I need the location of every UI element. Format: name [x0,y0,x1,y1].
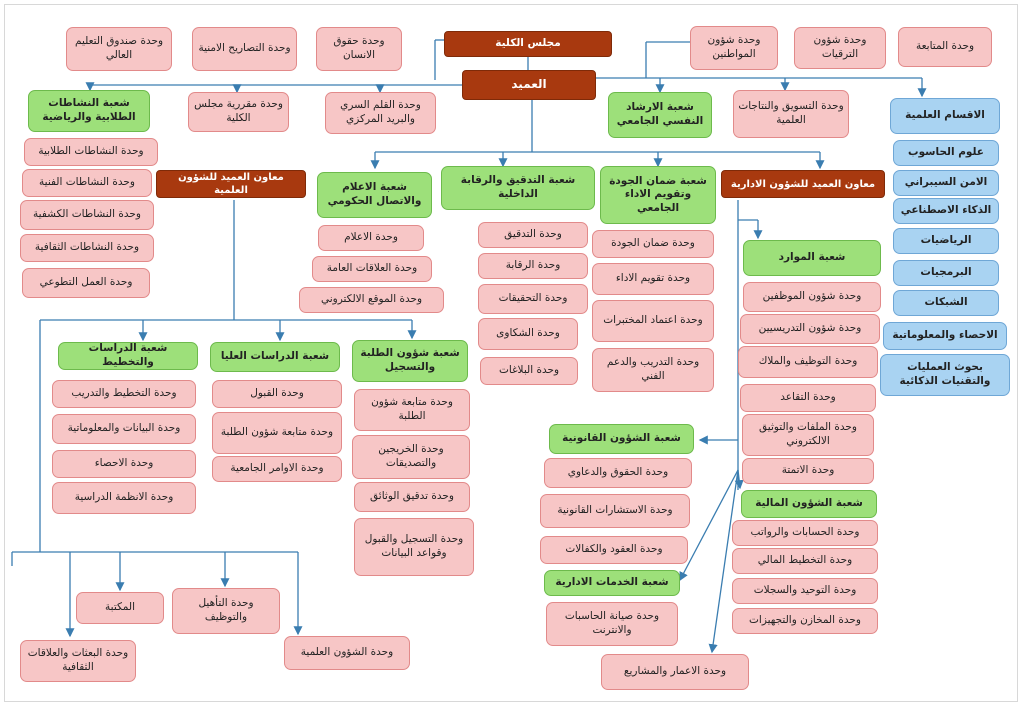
higher-studies-unit-3: وحدة الاوامر الجامعية [212,456,342,482]
higher-studies-unit-2: وحدة متابعة شؤون الطلبة [212,412,342,454]
activity-unit-3: وحدة النشاطات الكشفية [20,200,154,230]
rights-unit: وحدة حقوق الانسان [316,27,402,71]
rehab-unit: وحدة التأهيل والتوظيف [172,588,280,634]
admin-services-branch: شعبة الخدمات الادارية [544,570,680,596]
department-2: الامن السيبراني [893,170,999,196]
resources-branch: شعبة الموارد [743,240,881,276]
security-unit: وحدة التصاريح الامنية [192,27,297,71]
student-affairs-branch: شعبة شؤون الطلبة والتسجيل [352,340,468,382]
media-branch: شعبة الاعلام والاتصال الحكومي [317,172,432,218]
media-unit-1: وحدة الاعلام [318,225,424,251]
quality-unit-1: وحدة ضمان الجودة [592,230,714,258]
finance-branch: شعبة الشؤون المالية [741,490,877,518]
dean-box: العميد [462,70,596,100]
guidance-branch: شعبة الارشاد النفسي الجامعي [608,92,712,138]
activity-unit-2: وحدة النشاطات الفنية [22,169,152,197]
admin-services-unit-1: وحدة صيانة الحاسبات والانترنت [546,602,678,646]
planning-unit-4: وحدة الانظمة الدراسية [52,482,196,514]
audit-unit-4: وحدة الشكاوى [478,318,578,350]
finance-unit-4: وحدة المخازن والتجهيزات [732,608,878,634]
secret-mail-unit: وحدة القلم السري والبريد المركزي [325,92,436,134]
planning-unit-1: وحدة التخطيط والتدريب [52,380,196,408]
quality-branch: شعبة ضمان الجودة وتقويم الاداء الجامعي [600,166,716,224]
marketing-unit: وحدة التسويق والنتاجات العلمية [733,90,849,138]
media-unit-2: وحدة العلاقات العامة [312,256,432,282]
resources-unit-5: وحدة الملفات والتوثيق الالكتروني [742,414,874,456]
department-1: علوم الحاسوب [893,140,999,166]
quality-unit-2: وحدة تقويم الاداء [592,263,714,295]
finance-unit-1: وحدة الحسابات والرواتب [732,520,878,546]
quality-unit-3: وحدة اعتماد المختبرات [592,300,714,342]
promotions-unit: وحدة شؤون الترقيات [794,27,886,69]
finance-unit-2: وحدة التخطيط المالي [732,548,878,574]
activity-unit-5: وحدة العمل التطوعي [22,268,150,298]
quality-unit-4: وحدة التدريب والدعم الفني [592,348,714,392]
department-6: الشبكات [893,290,999,316]
resources-unit-3: وحدة التوظيف والملاك [738,346,878,378]
higher-studies-unit-1: وحدة القبول [212,380,342,408]
student-affairs-unit-4: وحدة التسجيل والقبول وقواعد البيانات [354,518,474,576]
missions-unit: وحدة البعثات والعلاقات الثقافية [20,640,136,682]
sci-affairs-unit: وحدة الشؤون العلمية [284,636,410,670]
resources-unit-1: وحدة شؤون الموظفين [743,282,881,312]
student-affairs-unit-3: وحدة تدقيق الوثائق [354,482,470,512]
planning-unit-2: وحدة البيانات والمعلوماتية [52,414,196,444]
legal-unit-3: وحدة العقود والكفالات [540,536,688,564]
rapporteur-unit: وحدة مقررية مجلس الكلية [188,92,289,132]
audit-unit-5: وحدة البلاغات [480,357,578,385]
legal-unit-1: وحدة الحقوق والدعاوي [544,458,692,488]
followup-unit: وحدة المتابعة [898,27,992,67]
legal-unit-2: وحدة الاستشارات القانونية [540,494,690,528]
resources-unit-6: وحدة الاتمتة [742,458,874,484]
audit-unit-1: وحدة التدقيق [478,222,588,248]
resources-unit-4: وحدة التقاعد [740,384,876,412]
admin-assistant-box: معاون العميد للشؤون الادارية [721,170,885,198]
media-unit-3: وحدة الموقع الالكتروني [299,287,444,313]
department-7: الاحصاء والمعلوماتية [883,322,1007,350]
finance-unit-3: وحدة التوحيد والسجلات [732,578,878,604]
resources-unit-2: وحدة شؤون التدريسيين [740,314,880,344]
department-4: الرياضيات [893,228,999,254]
scientific-assistant-box: معاون العميد للشؤون العلمية [156,170,306,198]
student-activities-branch: شعبة النشاطات الطلابية والرياضية [28,90,150,132]
departments-title: الاقسام العلمية [890,98,1000,134]
construction-unit: وحدة الاعمار والمشاريع [601,654,749,690]
planning-unit-3: وحدة الاحصاء [52,450,196,478]
council-box: مجلس الكلية [444,31,612,57]
fund-unit: وحدة صندوق التعليم العالي [66,27,172,71]
department-5: البرمجيات [893,260,999,286]
library-unit: المكتبة [76,592,164,624]
higher-studies-branch: شعبة الدراسات العليا [210,342,340,372]
audit-unit-3: وحدة التحقيقات [478,284,588,314]
activity-unit-1: وحدة النشاطات الطلابية [24,138,158,166]
activity-unit-4: وحدة النشاطات الثقافية [20,234,154,262]
department-8: بحوث العمليات والتقنيات الذكائية [880,354,1010,396]
department-3: الذكاء الاصطناعي [893,198,999,224]
audit-unit-2: وحدة الرقابة [478,253,588,279]
citizens-unit: وحدة شؤون المواطنين [690,26,778,70]
student-affairs-unit-2: وحدة الخريجين والتصديقات [352,435,470,479]
audit-branch: شعبة التدقيق والرقابة الداخلية [441,166,595,210]
legal-branch: شعبة الشؤون القانونية [549,424,694,454]
planning-branch: شعبة الدراسات والتخطيط [58,342,198,370]
student-affairs-unit-1: وحدة متابعة شؤون الطلبة [354,389,470,431]
